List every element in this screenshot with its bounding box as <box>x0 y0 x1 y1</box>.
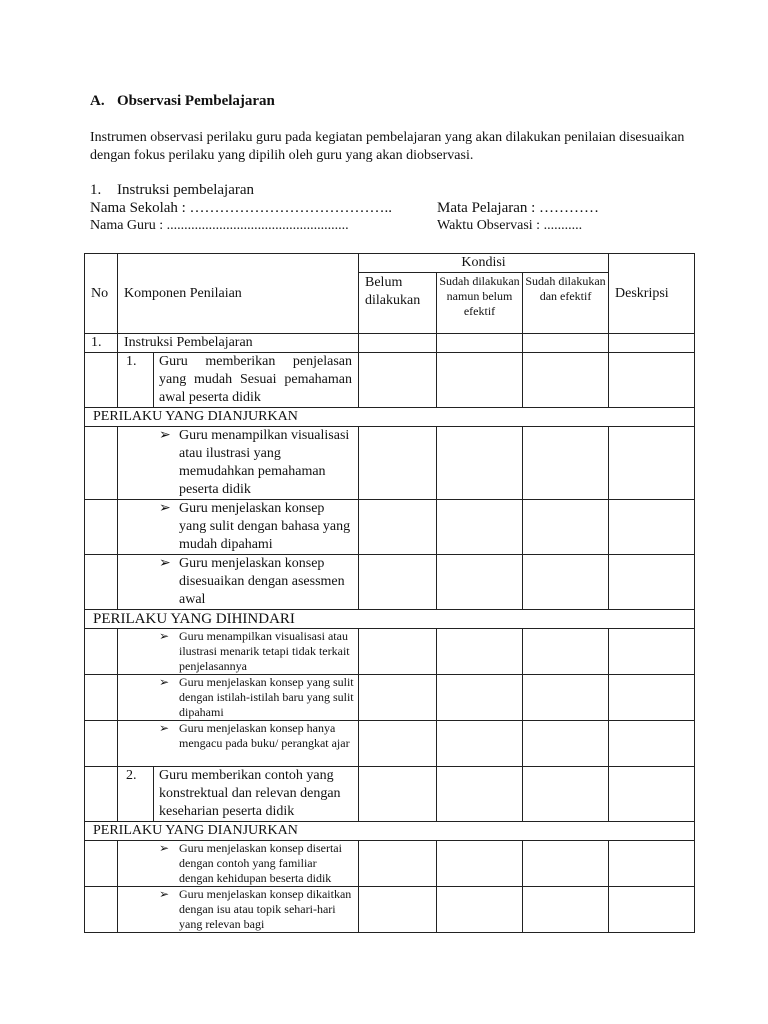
item-cell <box>118 353 359 408</box>
cell-deskripsi[interactable] <box>609 675 695 721</box>
table-row <box>85 675 695 721</box>
cell-belum[interactable] <box>359 841 437 887</box>
cell-deskripsi[interactable] <box>609 629 695 675</box>
nama-guru-field: Nama Guru : .................................................... <box>90 218 349 233</box>
bullet-cell <box>118 427 359 500</box>
arrow-bullet-icon: ➢ <box>159 721 170 735</box>
cell-sudah-belum[interactable] <box>437 629 523 675</box>
cell-sudah-efektif[interactable] <box>523 721 609 767</box>
item-cell <box>118 767 359 822</box>
arrow-bullet-icon: ➢ <box>159 501 171 516</box>
list-item <box>154 427 358 499</box>
table-row <box>85 555 695 610</box>
section-title-text: Observasi Pembelajaran <box>117 93 275 109</box>
header-row-1 <box>85 254 695 273</box>
cell-sudah-belum[interactable] <box>437 353 523 408</box>
list-item <box>154 841 358 886</box>
header-komponen: Komponen Penilaian <box>118 254 359 334</box>
cell-sudah-efektif[interactable] <box>523 675 609 721</box>
empty-no-cell <box>85 629 118 675</box>
cell-sudah-efektif[interactable] <box>523 500 609 555</box>
cell-belum[interactable] <box>359 500 437 555</box>
cell-sudah-belum[interactable] <box>437 887 523 933</box>
item-number: 2. <box>118 767 154 821</box>
empty-no-cell <box>85 427 118 500</box>
arrow-bullet-icon: ➢ <box>159 428 171 443</box>
bullet-cell <box>118 629 359 675</box>
info-heading <box>90 181 599 199</box>
dianjurkan-label-2: PERILAKU YANG DIANJURKAN <box>85 822 695 841</box>
empty-no-cell <box>85 767 118 822</box>
empty-no-cell <box>85 721 118 767</box>
bullet-cell <box>118 721 359 767</box>
row-number: 1. <box>85 334 118 353</box>
arrow-bullet-icon: ➢ <box>159 675 170 689</box>
cell-sudah-efektif[interactable] <box>523 887 609 933</box>
waktu-observasi-field: Waktu Observasi : ........... <box>437 218 583 233</box>
arrow-bullet-icon: ➢ <box>159 887 170 901</box>
dianjurkan-label: PERILAKU YANG DIANJURKAN <box>85 408 695 427</box>
table-row <box>85 610 695 629</box>
info-block <box>90 181 599 235</box>
table-row <box>85 767 695 822</box>
cell-sudah-efektif[interactable] <box>523 841 609 887</box>
cell-sudah-belum[interactable] <box>437 767 523 822</box>
bullet-cell <box>118 675 359 721</box>
empty-no-cell <box>85 353 118 408</box>
empty-no-cell <box>85 555 118 610</box>
table-row <box>85 841 695 887</box>
header-belum: Belum dilakukan <box>359 273 437 334</box>
item-2 <box>118 767 358 821</box>
arrow-bullet-icon: ➢ <box>159 556 171 571</box>
mata-pelajaran-field: Mata Pelajaran : ………… <box>437 200 600 216</box>
bullet-text: Guru menjelaskan konsep hanya mengacu pada buku/ perangkat ajar <box>179 721 350 750</box>
bullet-cell <box>118 841 359 887</box>
cell-sudah-efektif[interactable] <box>523 555 609 610</box>
cell-sudah-efektif[interactable] <box>523 334 609 353</box>
cell-deskripsi[interactable] <box>609 721 695 767</box>
cell-belum[interactable] <box>359 767 437 822</box>
cell-sudah-efektif[interactable] <box>523 353 609 408</box>
bullet-text: Guru menjelaskan konsep yang sulit dengan bahasa yang mudah dipahami <box>179 501 351 552</box>
bullet-text: Guru menampilkan visualisasi atau ilustrasi yang memudahkan pemahaman peserta didik <box>179 428 350 497</box>
cell-sudah-belum[interactable] <box>437 334 523 353</box>
cell-belum[interactable] <box>359 629 437 675</box>
cell-belum[interactable] <box>359 555 437 610</box>
cell-deskripsi[interactable] <box>609 353 695 408</box>
cell-sudah-belum[interactable] <box>437 500 523 555</box>
table-row <box>85 629 695 675</box>
list-item <box>154 887 358 932</box>
empty-no-cell <box>85 675 118 721</box>
bullet-cell <box>118 555 359 610</box>
arrow-bullet-icon: ➢ <box>159 841 170 855</box>
table-row <box>85 334 695 353</box>
cell-deskripsi[interactable] <box>609 841 695 887</box>
cell-deskripsi[interactable] <box>609 555 695 610</box>
cell-deskripsi[interactable] <box>609 334 695 353</box>
bullet-text: Guru menampilkan visualisasi atau ilustrasi menarik tetapi tidak terkait penjelasannya <box>179 629 350 673</box>
info-row-1 <box>90 199 599 217</box>
bullet-text: Guru menjelaskan konsep yang sulit dengan istilah-istilah baru yang sulit dipahami <box>179 675 354 719</box>
dihindari-label: PERILAKU YANG DIHINDARI <box>85 610 695 629</box>
empty-no-cell <box>85 887 118 933</box>
table-row <box>85 408 695 427</box>
header-kondisi: Kondisi <box>359 254 609 273</box>
list-item <box>154 721 358 751</box>
bullet-cell <box>118 500 359 555</box>
table-row <box>85 822 695 841</box>
cell-sudah-belum[interactable] <box>437 721 523 767</box>
item-text: Guru memberikan contoh yang konstrektual dan relevan dengan keseharian peserta didik <box>159 768 341 819</box>
item-number: 1. <box>118 353 154 407</box>
cell-deskripsi[interactable] <box>609 767 695 822</box>
cell-sudah-efektif[interactable] <box>523 767 609 822</box>
cell-deskripsi[interactable] <box>609 500 695 555</box>
empty-no-cell <box>85 841 118 887</box>
cell-sudah-belum[interactable] <box>437 427 523 500</box>
cell-sudah-belum[interactable] <box>437 555 523 610</box>
empty-no-cell <box>85 500 118 555</box>
observation-table <box>84 253 695 933</box>
table-row <box>85 427 695 500</box>
info-number: 1. <box>90 182 102 198</box>
list-item <box>154 629 358 674</box>
cell-belum[interactable] <box>359 721 437 767</box>
cell-sudah-efektif[interactable] <box>523 427 609 500</box>
bullet-text: Guru menjelaskan konsep disesuaikan dengan asessmen awal <box>179 556 345 607</box>
section-title <box>90 93 275 110</box>
cell-sudah-belum[interactable] <box>437 841 523 887</box>
item-1 <box>118 353 358 407</box>
info-row-2 <box>90 217 599 235</box>
cell-belum[interactable] <box>359 427 437 500</box>
cell-belum[interactable] <box>359 675 437 721</box>
intro-paragraph: Instrumen observasi perilaku guru pada kegiatan pembelajaran yang akan dilakukan penilaian disesuaikan dengan fokus perilaku yang dipilih oleh guru yang akan diobservasi. <box>90 130 685 163</box>
cell-deskripsi[interactable] <box>609 887 695 933</box>
bullet-cell <box>118 887 359 933</box>
table-row <box>85 500 695 555</box>
cell-belum[interactable] <box>359 353 437 408</box>
bullet-text: Guru menjelaskan konsep disertai dengan contoh yang familiar dengan kehidupan beserta didik <box>179 841 342 885</box>
section-number: A. <box>90 93 105 109</box>
list-item <box>154 675 358 720</box>
header-deskripsi: Deskripsi <box>609 254 695 334</box>
header-sudah-belum-efektif: Sudah dilakukan namun belum efektif <box>437 273 523 334</box>
header-sudah-efektif: Sudah dilakukan dan efektif <box>523 273 609 334</box>
info-heading-text: Instruksi pembelajaran <box>117 182 255 198</box>
cell-belum[interactable] <box>359 334 437 353</box>
header-no: No <box>85 254 118 334</box>
cell-deskripsi[interactable] <box>609 427 695 500</box>
cell-sudah-efektif[interactable] <box>523 629 609 675</box>
table-row <box>85 353 695 408</box>
bullet-text: Guru menjelaskan konsep dikaitkan dengan isu atau topik sehari-hari yang relevan bagi <box>179 887 352 931</box>
cell-belum[interactable] <box>359 887 437 933</box>
row-title: Instruksi Pembelajaran <box>118 334 359 353</box>
list-item <box>154 500 358 554</box>
table-row <box>85 887 695 933</box>
item-text: Guru memberikan penjelasan yang mudah Sesuai pemahaman awal peserta didik <box>159 354 352 405</box>
arrow-bullet-icon: ➢ <box>159 629 170 643</box>
list-item <box>154 555 358 609</box>
nama-sekolah-field: Nama Sekolah : ………………………………….. <box>90 200 393 216</box>
cell-sudah-belum[interactable] <box>437 675 523 721</box>
table-row <box>85 721 695 767</box>
